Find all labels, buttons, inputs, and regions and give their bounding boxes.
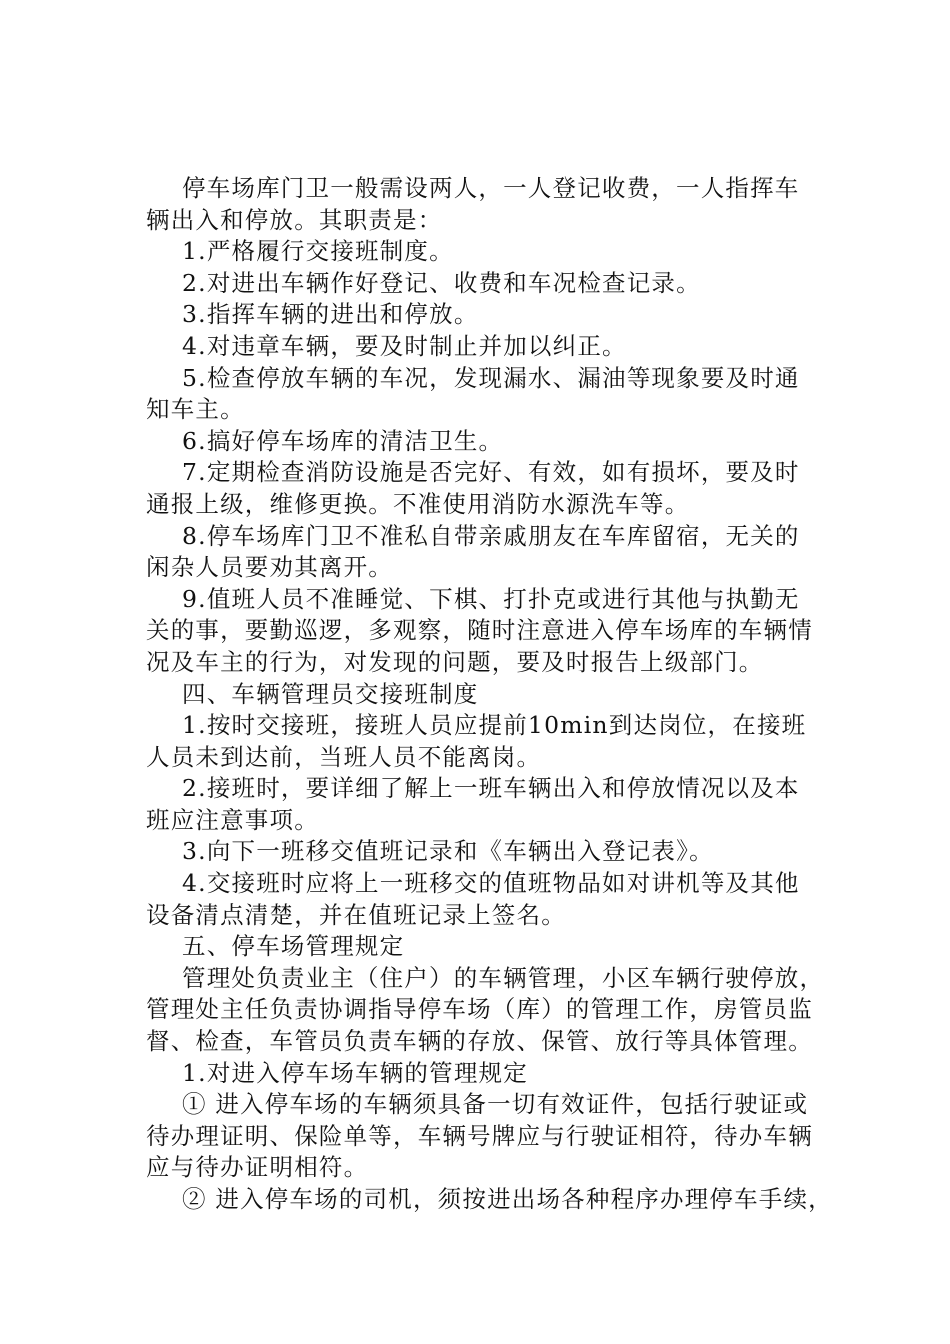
- list-item: ② 进入停车场的司机，须按进出场各种程序办理停车手续，: [182, 1185, 833, 1213]
- list-item-continuation: 设备清点清楚，并在值班记录上签名。: [146, 900, 566, 929]
- list-item-continuation: 闲杂人员要劝其离开。: [146, 553, 393, 582]
- list-item: 6.搞好停车场库的清洁卫生。: [182, 426, 504, 455]
- list-item: 3.向下一班移交值班记录和《车辆出入登记表》。: [182, 837, 714, 866]
- list-item: 7.定期检查消防设施是否完好、有效，如有损坏，要及时: [182, 458, 800, 487]
- list-item: 4.交接班时应将上一班移交的值班物品如对讲机等及其他: [182, 869, 800, 898]
- section-heading: 五、停车场管理规定: [182, 932, 405, 961]
- list-item: 8.停车场库门卫不准私自带亲戚朋友在车库留宿，无关的: [182, 521, 800, 550]
- list-item: 2.接班时，要详细了解上一班车辆出入和停放情况以及本: [182, 774, 800, 803]
- paragraph-line: 停车场库门卫一般需设两人，一人登记收费，一人指挥车: [182, 174, 800, 202]
- list-item: 3.指挥车辆的进出和停放。: [182, 300, 479, 329]
- list-item: 1.严格履行交接班制度。: [182, 237, 454, 266]
- paragraph-line: 管理处负责业主（住户）的车辆管理，小区车辆行驶停放，: [182, 963, 825, 992]
- document-body: [146, 173, 846, 1216]
- list-item-continuation: 关的事，要勤巡逻，多观察，随时注意进入停车场库的车辆情: [146, 616, 813, 645]
- list-item: 5.检查停放车辆的车况，发现漏水、漏油等现象要及时通: [182, 363, 800, 392]
- list-item: 2.对进出车辆作好登记、收费和车况检查记录。: [182, 268, 701, 297]
- list-item: 4.对违章车辆，要及时制止并加以纠正。: [182, 331, 627, 360]
- section-heading: 四、车辆管理员交接班制度: [182, 679, 479, 708]
- paragraph-line: 督、检查，车管员负责车辆的存放、保管、放行等具体管理。: [146, 1027, 813, 1056]
- list-item-continuation: 人员未到达前，当班人员不能离岗。: [146, 742, 542, 771]
- list-item-continuation: 应与待办证明相符。: [146, 1153, 369, 1182]
- paragraph-line: 管理处主任负责协调指导停车场（库）的管理工作，房管员监: [146, 995, 813, 1024]
- list-item: ① 进入停车场的车辆须具备一切有效证件，包括行驶证或: [182, 1090, 809, 1119]
- list-item-continuation: 况及车主的行为，对发现的问题，要及时报告上级部门。: [146, 647, 764, 676]
- paragraph-line: 辆出入和停放。其职责是：: [146, 205, 443, 234]
- subsection-heading: 1.对进入停车场车辆的管理规定: [182, 1058, 528, 1087]
- list-item-continuation: 班应注意事项。: [146, 805, 319, 834]
- list-item-continuation: 通报上级，维修更换。不准使用消防水源洗车等。: [146, 489, 690, 518]
- list-item: 1.按时交接班，接班人员应提前10min到达岗位，在接班: [182, 711, 807, 740]
- list-item: 9.值班人员不准睡觉、下棋、打扑克或进行其他与执勤无: [182, 584, 800, 613]
- list-item-continuation: 待办理证明、保险单等，车辆号牌应与行驶证相符，待办车辆: [146, 1121, 813, 1150]
- list-item-continuation: 知车主。: [146, 395, 245, 424]
